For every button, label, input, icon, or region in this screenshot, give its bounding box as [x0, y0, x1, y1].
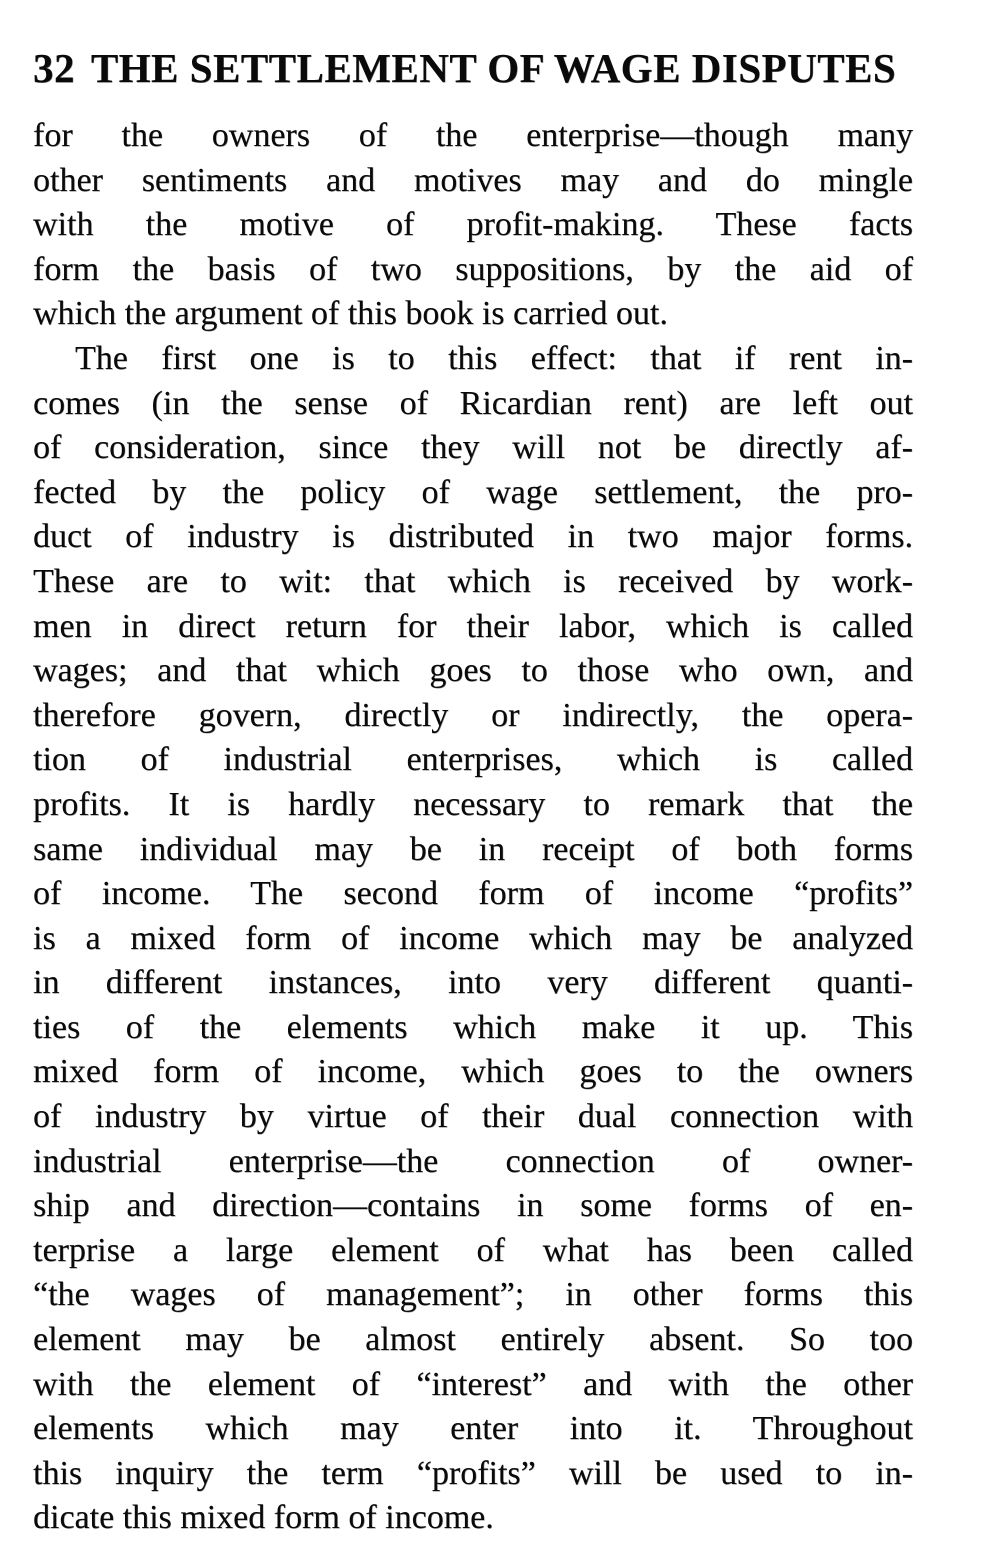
text-line: for the owners of the enterprise—though many [33, 117, 913, 154]
text-line: comes (in the sense of Ricardian rent) are left out [33, 384, 913, 422]
text-line: other sentiments and motives may and do mingle [33, 161, 913, 199]
paragraph [33, 114, 913, 337]
text-line: of industry by virtue of their dual connection with [33, 1098, 913, 1136]
text-line: with the element of “interest” and with the other [33, 1365, 913, 1403]
running-header [33, 44, 912, 92]
text-line: terprise a large element of what has been called [33, 1231, 913, 1269]
text-line: profits. It is hardly necessary to remark that the [33, 785, 913, 823]
text-line: element may be almost entirely absent. So too [33, 1321, 913, 1359]
text-line: of income. The second form of income “profits” [33, 875, 913, 913]
body-text [33, 114, 913, 1541]
text-line: ties of the elements which make it up. This [33, 1008, 913, 1046]
text-line: These are to wit: that which is received by work- [33, 562, 913, 600]
page-number: 32 [33, 45, 75, 91]
text-line: is a mixed form of income which may be analyzed [33, 919, 913, 957]
text-line: dicate this mixed form of income. [33, 1499, 494, 1537]
text-line: “the wages of management”; in other forms this [33, 1276, 913, 1314]
text-line: industrial enterprise—the connection of owner- [33, 1142, 913, 1180]
text-line: this inquiry the term “profits” will be used to in- [33, 1454, 913, 1492]
running-title: THE SETTLEMENT OF WAGE DISPUTES [90, 45, 897, 91]
text-line: duct of industry is distributed in two major forms. [33, 518, 913, 556]
text-line: elements which may enter into it. Throughout [33, 1410, 913, 1448]
text-line: men in direct return for their labor, which is called [33, 607, 913, 645]
text-line: mixed form of income, which goes to the owners [33, 1053, 913, 1091]
text-line: therefore govern, directly or indirectly, the opera- [33, 696, 913, 734]
text-line: fected by the policy of wage settlement, the pro- [33, 473, 913, 511]
text-line: with the motive of profit-making. These facts [33, 206, 913, 244]
text-line: tion of industrial enterprises, which is called [33, 741, 913, 779]
text-line: in different instances, into very different quanti- [33, 964, 913, 1002]
text-line: The first one is to this effect: that if rent in- [75, 339, 913, 377]
text-line: wages; and that which goes to those who own, and [33, 652, 913, 690]
text-line: which the argument of this book is carried out. [33, 295, 668, 333]
text-line: form the basis of two suppositions, by the aid of [33, 250, 913, 288]
paragraph [33, 337, 913, 1541]
text-line: of consideration, since they will not be directly af- [33, 429, 913, 467]
text-line: same individual may be in receipt of both forms [33, 830, 913, 868]
text-line: ship and direction—contains in some forms of en- [33, 1187, 913, 1225]
